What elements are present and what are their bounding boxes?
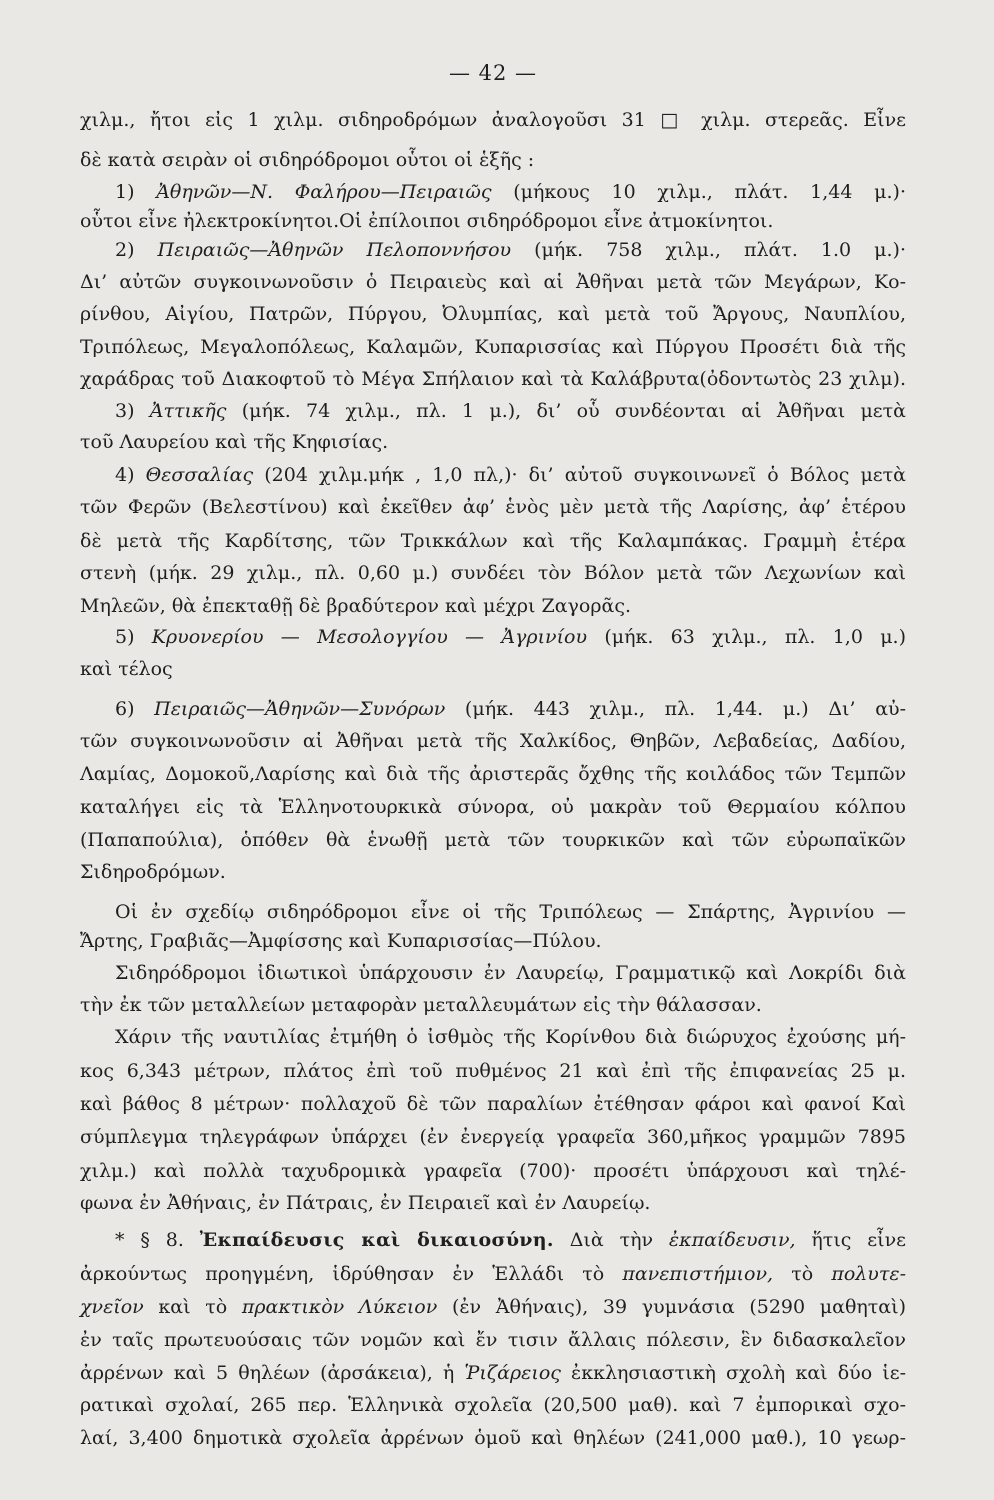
text-line: τοῦ Λαυρείου καὶ τῆς Κηφισίας.: [80, 431, 389, 453]
line-text: (μήκ. 63 χιλμ., πλ. 1,0 μ.): [587, 626, 906, 648]
line-text: (μήκους 10 χιλμ., πλάτ. 1,44 μ.)·: [491, 181, 906, 203]
text-line: χιλμ., ἤτοι εἰς 1 χιλμ. σιδηροδρόμων ἀναλογοῦσι 31 □ χιλμ. στερεᾶς. Εἶνε: [80, 109, 906, 131]
line-text: τὸ: [773, 1263, 832, 1285]
line-text: Διὰ τὴν: [553, 1229, 669, 1251]
text-line: τῶν Φερῶν (Βελεστίνου) καὶ ἐκεῖθεν ἀφ’ ἑνὸς μὲν μετὰ τῆς Λαρίσης, ἀφ’ ἑτέρου: [80, 496, 906, 518]
text-line: φωνα ἐν Ἀθήναις, ἐν Πάτραις, ἐν Πειραιεῖ καὶ ἐν Λαυρείῳ.: [80, 1192, 651, 1214]
railway-name-italic: Κρυονερίου — Μεσολογγίου — Ἀγρινίου: [151, 626, 588, 648]
railway-name-italic: Θεσσαλίας: [145, 464, 254, 486]
italic-term: Ῥιζάρειος: [464, 1362, 561, 1384]
text-line: [115, 1225, 906, 1255]
text-line: Ἄρτης, Γραβιᾶς—Ἀμφίσσης καὶ Κυπαρισσίας—Πύλου.: [80, 930, 602, 952]
text-line: Σιδηροδρόμων.: [80, 861, 226, 883]
text-line: καὶ βάθος 8 μέτρων· πολλαχοῦ δὲ τῶν παραλίων ἐτέθησαν φάροι καὶ φανοί Καὶ: [80, 1093, 906, 1115]
text-line: τὴν ἐκ τῶν μεταλλείων μεταφορὰν μεταλλευμάτων εἰς τὴν θάλασσαν.: [80, 994, 762, 1016]
text-line: τῶν συγκοινωνοῦσιν αἱ Ἀθῆναι μετὰ τῆς Χαλκίδος, Θηβῶν, Λεβαδείας, Δαδίου,: [80, 730, 906, 752]
page-number: — 42 —: [448, 61, 538, 85]
text-line: [115, 177, 906, 207]
line-text: (μήκ. 74 χιλμ., πλ. 1 μ.), δι’ οὗ συνδέονται αἱ Ἀθῆναι μετὰ: [226, 400, 906, 422]
text-line: Δι’ αὐτῶν συγκοινωνοῦσιν ὁ Πειραιεὺς καὶ αἱ Ἀθῆναι μετὰ τῶν Μεγάρων, Κο-: [80, 271, 906, 293]
section-heading: Ἐκπαίδευσις καὶ δικαιοσύνη.: [199, 1229, 554, 1251]
italic-term: ἐκπαίδευσιν,: [668, 1229, 796, 1251]
text-line: Οἱ ἐν σχεδίῳ σιδηρόδρομοι εἶνε οἱ τῆς Τριπόλεως — Σπάρτης, Ἀγρινίου —: [115, 901, 906, 923]
line-text: (μήκ. 443 χιλμ., πλ. 1,44. μ.) Δι’ αὐ-: [445, 698, 906, 720]
text-line: [115, 396, 906, 426]
line-text: 6): [115, 698, 155, 720]
text-line: (Παπαπούλια), ὁπόθεν θὰ ἑνωθῇ μετὰ τῶν τουρκικῶν καὶ τῶν εὐρωπαϊκῶν: [80, 829, 906, 851]
railway-name-italic: Πειραιῶς—Ἀθηνῶν Πελοποννήσου: [157, 239, 512, 261]
line-text: ἀρρένων καὶ 5 θηλέων (ἀρσάκεια), ἡ: [80, 1362, 465, 1384]
line-text: 2): [115, 239, 158, 261]
text-line: Λαμίας, Δομοκοῦ,Λαρίσης καὶ διὰ τῆς ἀριστερᾶς ὄχθης τῆς κοιλάδος τῶν Τεμπῶν: [80, 763, 906, 785]
text-line: ρατικαὶ σχολαί, 265 περ. Ἑλληνικὰ σχολεῖα (20,500 μαθ). καὶ 7 ἐμπορικαὶ σχο-: [80, 1394, 906, 1416]
italic-term: πρακτικὸν Λύκειον: [241, 1296, 438, 1318]
text-line: [80, 1358, 906, 1388]
line-text: (204 χιλμ.μήκ , 1,0 πλ,)· δι’ αὐτοῦ συγκοινωνεῖ ὁ Βόλος μετὰ: [253, 464, 906, 486]
text-line: καὶ τέλος: [80, 658, 173, 680]
text-line: [80, 1292, 906, 1322]
text-line: χιλμ.) καὶ πολλὰ ταχυδρομικὰ γραφεῖα (700)· προσέτι ὑπάρχουσι καὶ τηλέ-: [80, 1160, 906, 1182]
text-line: [115, 235, 906, 265]
text-line: χαράδρας τοῦ Διακοφτοῦ τὸ Μέγα Σπήλαιον καὶ τὰ Καλάβρυτα(ὀδοντωτὸς 23 χιλμ).: [80, 368, 906, 390]
text-line: κος 6,343 μέτρων, πλάτος ἐπὶ τοῦ πυθμένος 21 καὶ ἐπὶ τῆς ἐπιφανείας 25 μ.: [80, 1060, 906, 1082]
text-line: Χάριν τῆς ναυτιλίας ἐτμήθη ὁ ἰσθμὸς τῆς Κορίνθου διὰ διώρυχος ἐχούσης μή-: [115, 1026, 906, 1048]
line-text: 3): [115, 400, 150, 422]
text-line: σύμπλεγμα τηλεγράφων ὑπάρχει (ἐν ἐνεργείᾳ γραφεῖα 360,μῆκος γραμμῶν 7895: [80, 1126, 906, 1148]
text-line: οὗτοι εἶνε ἠλεκτροκίνητοι.Οἱ ἐπίλοιποι σιδηρόδρομοι εἶνε ἀτμοκίνητοι.: [80, 210, 774, 232]
line-text: 4): [115, 464, 146, 486]
text-line: [115, 460, 906, 490]
text-line: δὲ μετὰ τῆς Καρδίτσης, τῶν Τρικκάλων καὶ τῆς Καλαμπάκας. Γραμμὴ ἑτέρα: [80, 530, 906, 552]
italic-term: πανεπιστήμιον,: [622, 1263, 774, 1285]
text-line: [115, 694, 906, 724]
line-text: 1): [115, 181, 157, 203]
text-line: ρίνθου, Αἰγίου, Πατρῶν, Πύργου, Ὀλυμπίας, καὶ μετὰ τοῦ Ἄργους, Ναυπλίου,: [80, 303, 906, 325]
text-line: καταλήγει εἰς τὰ Ἑλληνοτουρκικὰ σύνορα, οὐ μακρὰν τοῦ Θερμαίου κόλπου: [80, 796, 906, 818]
text-line: [80, 1259, 906, 1289]
text-line: δὲ κατὰ σειρὰν οἱ σιδηρόδρομοι οὗτοι οἱ ἑξῆς :: [80, 149, 535, 171]
italic-term: χνεῖον: [80, 1296, 144, 1318]
line-text: (ἐν Ἀθήναις), 39 γυμνάσια (5290 μαθηταὶ): [437, 1296, 906, 1318]
italic-term: πολυτε-: [831, 1263, 906, 1285]
text-line: [115, 622, 906, 652]
line-text: ἐκκλησιαστικὴ σχολὴ καὶ δύο ἱε-: [560, 1362, 906, 1384]
line-text: ἥτις εἶνε: [795, 1229, 906, 1251]
text-line: Σιδηρόδρομοι ἰδιωτικοὶ ὑπάρχουσιν ἐν Λαυρείῳ, Γραμματικῷ καὶ Λοκρίδι διὰ: [115, 962, 906, 984]
section-number: * § 8.: [115, 1229, 200, 1251]
railway-name-italic: Πειραιῶς—Ἀθηνῶν—Συνόρων: [154, 698, 446, 720]
text-line: Τριπόλεως, Μεγαλοπόλεως, Καλαμῶν, Κυπαρισσίας καὶ Πύργου Προσέτι διὰ τῆς: [80, 336, 906, 358]
line-text: ἀρκούντως προηγμένη, ἱδρύθησαν ἐν Ἑλλάδι τὸ: [80, 1263, 623, 1285]
text-line: λαί, 3,400 δημοτικὰ σχολεῖα ἀρρένων ὁμοῦ καὶ θηλέων (241,000 μαθ.), 10 γεωρ-: [80, 1427, 906, 1449]
text-line: ἐν ταῖς πρωτευούσαις τῶν νομῶν καὶ ἔν τισιν ἄλλαις πόλεσιν, ἓν διδασκαλεῖον: [80, 1329, 906, 1351]
text-line: στενὴ (μήκ. 29 χιλμ., πλ. 0,60 μ.) συνδέει τὸν Βόλον μετὰ τῶν Λεχωνίων καὶ: [80, 562, 906, 584]
railway-name-italic: Ἀθηνῶν—Ν. Φαλήρου—Πειραιῶς: [156, 181, 492, 203]
text-line: Μηλεῶν, θὰ ἐπεκταθῇ δὲ βραδύτερον καὶ μέχρι Ζαγορᾶς.: [80, 595, 632, 617]
line-text: καὶ τὸ: [143, 1296, 242, 1318]
line-text: (μήκ. 758 χιλμ., πλάτ. 1.0 μ.)·: [511, 239, 906, 261]
railway-name-italic: Ἀττικῆς: [149, 400, 227, 422]
line-text: 5): [115, 626, 152, 648]
